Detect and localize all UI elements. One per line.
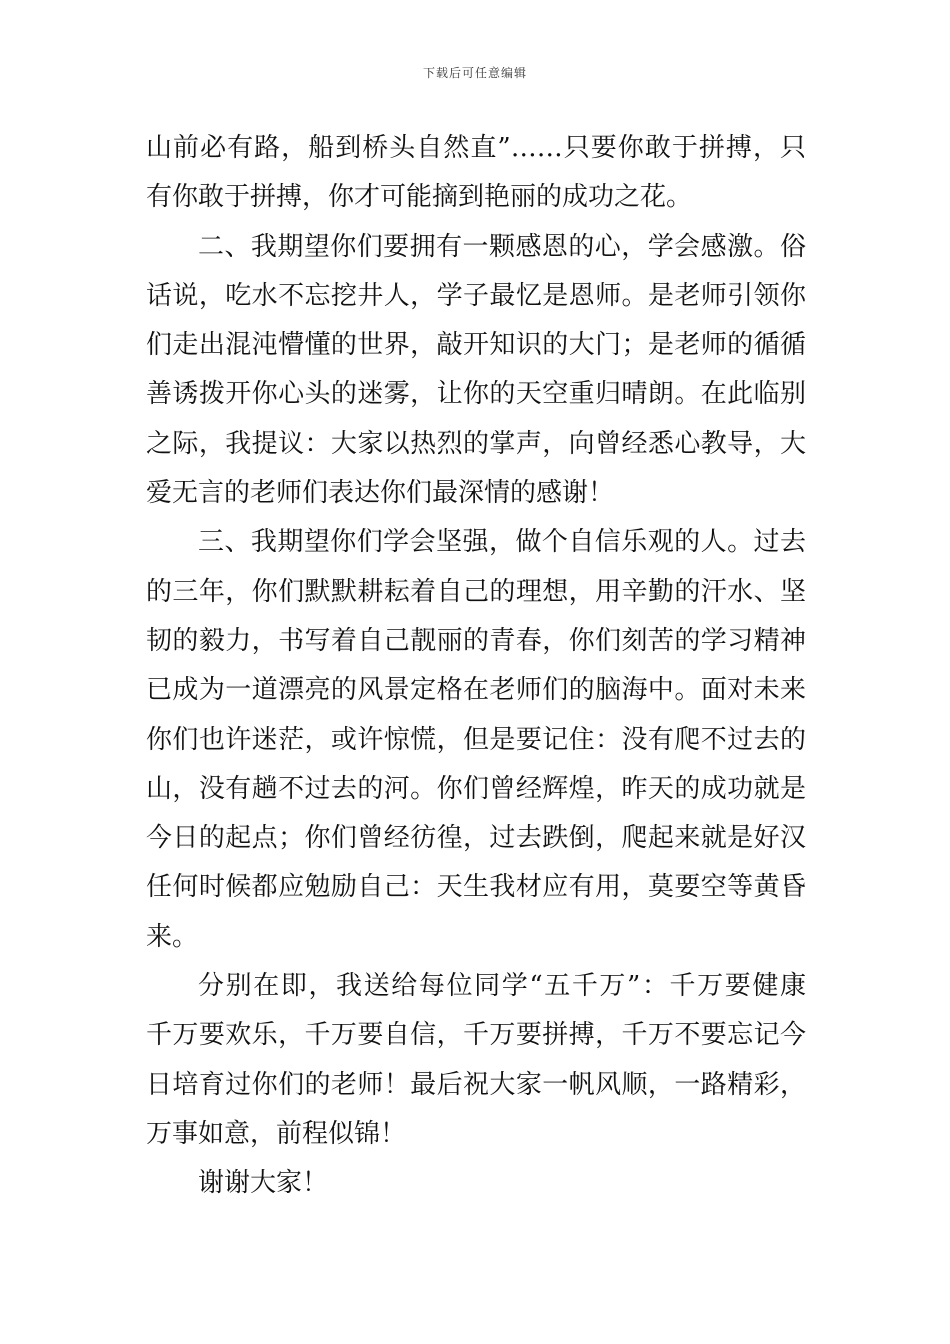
text-line: 谢谢大家！ — [198, 1168, 329, 1199]
text-line: 爱无言的老师们表达你们最深情的感谢！ — [146, 478, 615, 509]
text-line: 善诱拨开你心头的迷雾，让你的天空重归晴朗。在此临别 — [146, 379, 806, 410]
page-header: 下载后可任意编辑 — [422, 66, 527, 80]
text-line: 之际，我提议：大家以热烈的掌声，向曾经悉心教导，大 — [146, 428, 806, 459]
text-line: 们走出混沌懵懂的世界，敲开知识的大门；是老师的循循 — [146, 330, 806, 361]
text-line: 今日的起点；你们曾经彷徨，过去跌倒，爬起来就是好汉 — [146, 823, 806, 854]
text-line: 你们也许迷茫，或许惊慌，但是要记住：没有爬不过去的 — [146, 724, 806, 755]
text-line: 的三年，你们默默耕耘着自己的理想，用辛勤的汗水、坚 — [146, 576, 806, 607]
text-line: 三、我期望你们学会坚强，做个自信乐观的人。过去 — [198, 527, 806, 558]
text-line: 已成为一道漂亮的风景定格在老师们的脑海中。面对未来 — [146, 675, 806, 706]
text-line: 山前必有路，船到桥头自然直”……只要你敢于拼搏，只 — [146, 133, 806, 163]
text-line: 话说，吃水不忘挖井人，学子最忆是恩师。是老师引领你 — [146, 280, 806, 311]
document-body — [146, 124, 806, 1209]
text-line: 韧的毅力，书写着自己靓丽的青春，你们刻苦的学习精神 — [146, 625, 806, 656]
text-line: 万事如意，前程似锦！ — [146, 1118, 407, 1149]
text-line: 任何时候都应勉励自己：天生我材应有用，莫要空等黄昏 — [146, 872, 806, 903]
text-line: 来。 — [146, 921, 199, 952]
text-line: 有你敢于拼搏，你才可能摘到艳丽的成功之花。 — [146, 182, 693, 213]
text-line: 分别在即，我送给每位同学“五千万”：千万要健康 — [198, 971, 806, 1002]
text-line: 山，没有趟不过去的河。你们曾经辉煌，昨天的成功就是 — [146, 773, 806, 804]
text-line: 千万要欢乐，千万要自信，千万要拼搏，千万不要忘记今 — [146, 1020, 806, 1051]
text-line: 日培育过你们的老师！最后祝大家一帆风顺，一路精彩， — [146, 1069, 806, 1100]
text-line: 二、我期望你们要拥有一颗感恩的心，学会感激。俗 — [198, 231, 806, 262]
